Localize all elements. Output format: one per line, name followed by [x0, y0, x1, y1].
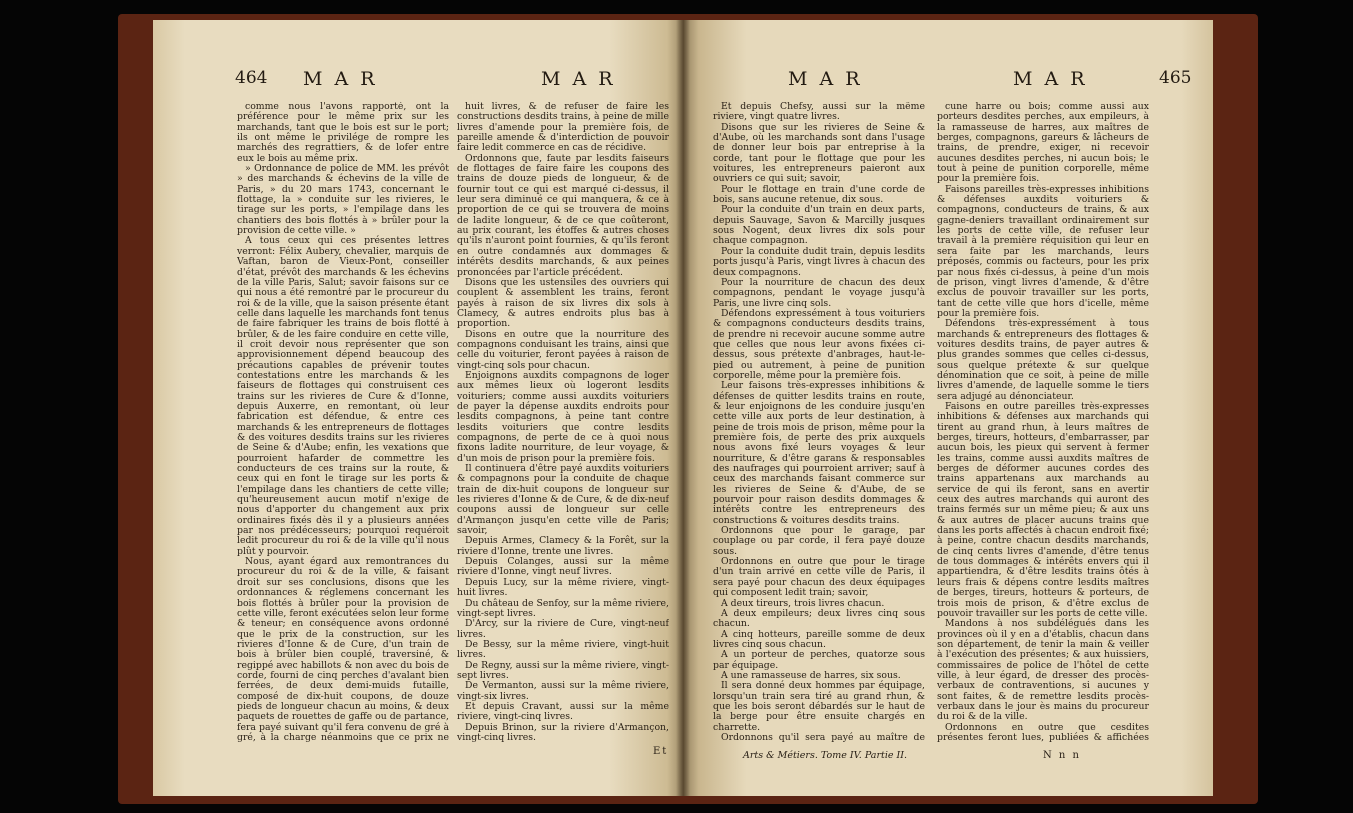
paragraph: cune harre ou bois; comme aussi aux porteurs desdites perches, aux empileurs, à la ramasseuse de harres, aux maîtres de berges, compagnons, gareurs & lâcheurs de trains, de prendre, exiger, ni recevoir aucunes desdites perches, ni aucun bois; le tout à peine de punition corporelle, même pour la première fois.: [937, 102, 1149, 185]
paragraph: Faisons en outre pareilles très-expresses inhibitions & défenses aux marchands qui tirent au grand rhun, à leurs maîtres de berges, tireurs, hotteurs, d'embarrasser, par aucun bois, les pieux qui servent à fermer les trains, comme aussi auxdits maîtres de berges de déformer aucunes cordes des trains appartenans aux marchands au service de qui ils feront, sans en avertir ceux des autres marchands qui auront des trains fermés sur un même pieu; & aux uns & aux autres de placer aucuns trains que dans les ports affectés à chacun endroit fixé; à peine, contre chacun desdits marchands, de cinq cents livres d'amende, d'être tenus de tous dommages & intérêts envers qui il appartiendra, & d'être lesdits trains ôtés à leurs frais & dépens contre lesdits maîtres de berges, tireurs, hotteurs & porteurs, de trois mois de prison, & d'être exclus de pouvoir travailler sur les ports de cette ville.: [937, 400, 1149, 619]
left-column-1: [237, 102, 449, 742]
paragraph: A une ramasseuse de harres, six sous.: [721, 669, 901, 681]
paragraph: Il continuera d'être payé auxdits voituriers & compagnons pour la conduite de chaque train de dix-huit coupons de longueur sur les rivieres d'Ionne & de Cure, & de dix-neuf coupons aussi de longueur sur celle d'Armançon jusqu'en cette ville de Paris; savoir,: [457, 463, 669, 537]
paragraph: A tous ceux qui ces présentes lettres verront: Félix Aubery, chevalier, marquis de Vaftan, baron de Vieux-Pont, conseiller d'état, prévôt des marchands & les échevins de la ville Paris, Salut; savoir faisons sur ce qui nous a été remontré par le procureur du roi & de la ville, que la saison présente étant celle dans laquelle les marchands font tenus de faire fabriquer les trains de bois flotté à brûler, & de les faire conduire en cette ville, il croit devoir nous représenter que son approvisionnement dépend beaucoup des précautions capables de prévenir toutes contestations entre les marchands & les faiseurs de flottages qui construisent ces trains sur les rivieres de Cure & d'Ionne, depuis Auxerre, en remontant, où leur fabrication est défendue, & entre ces marchands & les entrepreneurs de flottages & des voitures desdits trains sur les rivieres de Seine & d'Aube; enfin, les vexations que pourroient hafarder de commettre les conducteurs de ces trains sur la route, & ceux qui en font le tirage sur les ports & l'empilage dans les chantiers de cette ville; qu'heureusement aucun motif n'exige de nous d'apporter du changement aux prix ordinaires fixés dès il y a plusieurs années par nos prédécesseurs; pourquoi requéroit ledit procureur du roi & de la ville qu'il nous plût y pourvoir.: [237, 235, 449, 557]
paragraph: Ordonnons en outre que cesdites présentes feront lues, publiées & affichées: [937, 721, 1149, 742]
left-page: [153, 20, 683, 796]
paragraph: Il sera donné deux hommes par équipage, lorsqu'un train sera tiré au grand rhun, & que les bois seront débardés sur le haut de la berge pour être ensuite chargés en charrette.: [713, 680, 925, 733]
paragraph: Défendons expressément à tous voituriers & compagnons conducteurs desdits trains, de prendre ni recevoir aucune somme autre que celles que nous leur avons fixées ci-dessus, sous prétexte d'anbrages, haut-le-pied ou autrement, à peine de punition corporelle, même pour la première fois.: [713, 307, 925, 381]
paragraph: Disons que les ustensiles des ouvriers qui couplent & assemblent les trains, feront payés à raison de six livres dix sols à Clamecy, & autres endroits plus bas à proportion.: [457, 276, 669, 330]
left-column-2: [457, 102, 669, 742]
paragraph: Ordonnons que pour le garage, par couplage ou par corde, il fera payé douze sous.: [713, 525, 925, 557]
paragraph: huit livres, & de refuser de faire les constructions desdits trains, à peine de mille livres d'amende pour la première fois, de pareille amende & d'interdiction de pouvoir faire ledit commerce en cas de récidive.: [457, 102, 669, 154]
paragraph: De Regny, aussi sur la même riviere, vingt-sept livres.: [457, 659, 669, 681]
paragraph: A un porteur de perches, quatorze sous par équipage.: [713, 649, 925, 671]
right-column-1: [713, 102, 925, 742]
paragraph: Et depuis Chefsy, aussi sur la même riviere, vingt quatre livres.: [713, 102, 925, 123]
paragraph: Faisons pareilles très-expresses inhibitions & défenses auxdits voituriers & compagnons, conducteurs de trains, & aux gagne-deniers travaillant ordinairement sur les ports de cette ville, de refuser leur travail à la première réquisition qui leur en sera faite par les marchands, leurs préposés, commis ou facteurs, pour les prix par nous fixés ci-dessus, à peine d'un mois de prison, vingt livres d'amende, & d'être exclus de pouvoir travailler sur les ports, tant de cette ville que hors d'icelle, même pour la première fois.: [937, 183, 1149, 319]
right-page: [683, 20, 1213, 796]
right-page-number: 465: [1159, 68, 1192, 88]
paragraph: A deux empileurs; deux livres cinq sous chacun.: [713, 607, 925, 630]
paragraph: Enjoignons auxdits compagnons de loger aux mêmes lieux où logeront lesdits voituriers; comme aussi auxdits voituriers de payer la dépense auxdits endroits pour lesdits compagnons, à peine tant contre lesdits voituriers que contre lesdits compagnons, de perte de ce à quoi nous fixons ladite nourriture, de leur voyage, & d'un mois de prison pour la première fois.: [457, 369, 669, 464]
paragraph: Ordonnons en outre que pour le tirage d'un train arrivé en cette ville de Paris, il sera payé pour chacun des deux équipages qui composent ledit train; savoir,: [713, 556, 925, 599]
paragraph: Depuis Armes, Clamecy & la Forêt, sur la riviere d'Ionne, trente une livres.: [457, 535, 669, 557]
paragraph: Leur faisons très-expresses inhibitions & défenses de quitter lesdits trains en route, & leur enjoignons de les conduire jusqu'en cette ville aux ports de leur destination, à peine de trois mois de prison, même pour la première fois, de perte des prix auxquels nous avons fixé leurs voyages & leur nourriture, & d'être garans & responsables des naufrages qui pourroient arriver; sauf à ceux des marchands faisant commerce sur les rivieres de Seine & d'Aube, de se pourvoir pour raison desdits dommages & intérêts contre les entrepreneurs des constructions & voitures desdits trains.: [713, 380, 925, 526]
paragraph: Depuis Brinon, sur la riviere d'Armançon, vingt-cinq livres.: [457, 721, 669, 742]
left-running-head-2: M A R: [541, 68, 616, 90]
paragraph: Ordonnons qu'il sera payé au maître de: [721, 731, 925, 742]
left-running-head-1: M A R: [303, 68, 378, 90]
paragraph: Pour la conduite d'un train en deux parts, depuis Sauvage, Savon & Marcilly jusques sous Nogent, deux livres dix sols pour chaque compagnon.: [713, 204, 925, 247]
paragraph: comme nous l'avons rapporté, ont la préférence pour le même prix sur les marchands, tant que le bois est sur le port; ils ont même le privilége de rompre les marchés des regrattiers, & de lofer entre eux le bois au même prix.: [237, 102, 449, 164]
paragraph: Pour la conduite dudit train, depuis lesdits ports jusqu'à Paris, vingt livres à chacun des deux compagnons.: [713, 245, 925, 278]
left-page-number: 464: [235, 68, 268, 88]
right-footer: Arts & Métiers. Tome IV. Partie II.: [743, 750, 908, 761]
right-signature: N n n: [1043, 750, 1081, 761]
right-running-head-2: M A R: [1013, 68, 1088, 90]
paragraph: Disons que sur les rivieres de Seine & d'Aube, où les marchands sont dans l'usage de donner leur bois par entreprise à la corde, tant pour le flottage que pour les voitures, les entrepreneurs paieront aux ouvriers ce qui suit; savoir,: [713, 121, 925, 185]
paragraph: De Vermanton, aussi sur la même riviere, vingt-six livres.: [457, 680, 669, 702]
paragraph: Depuis Lucy, sur la même riviere, vingt-huit livres.: [457, 576, 669, 599]
paragraph: Depuis Colanges, aussi sur la même riviere d'Ionne, vingt neuf livres.: [457, 556, 669, 578]
paragraph: De Bessy, sur la même riviere, vingt-huit livres.: [457, 638, 669, 661]
paragraph: D'Arcy, sur la riviere de Cure, vingt-neuf livres.: [457, 618, 669, 640]
paragraph: Pour le flottage en train d'une corde de bois, sans aucune retenue, dix sous.: [713, 183, 925, 206]
paragraph: » Ordonnance de police de MM. les prévôt » des marchands & échevins de la ville de Paris, » du 20 mars 1743, concernant le flottage, la » conduite sur les rivieres, le tirage sur les ports, » l'empilage dans les chantiers des bois flottés à » brûler pour la provision de cette ville. »: [237, 163, 449, 237]
paragraph: A deux tireurs, trois livres chacun.: [721, 597, 885, 609]
paragraph: Mandons à nos subdélégués dans les provinces où il y en a d'établis, chacun dans son département, de tenir la main & veiller à l'exécution des présentes; & aux huissiers, commissaires de police de l'hôtel de cette ville, à leur égard, de dresser des procès-verbaux de contraventions, si aucunes y sont faites, & de remettre lesdits procès-verbaux dans le jour ès mains du procureur du roi & de la ville.: [937, 618, 1149, 723]
paragraph: A cinq hotteurs, pareille somme de deux livres cinq sous chacun.: [713, 628, 925, 650]
paragraph: Du château de Senfoy, sur la même riviere, vingt-sept livres.: [457, 597, 669, 619]
book-gutter: [676, 20, 690, 796]
right-running-head-1: M A R: [788, 68, 863, 90]
paragraph: Ordonnons que, faute par lesdits faiseurs de flottages de faire faire les coupons des trains de douze pieds de longueur, & de fournir tout ce qui est marqué ci-dessus, il leur sera diminué ce qui manquera, & ce à proportion de ce qui se trouvera de moins de ladite longueur, & de ce que coûteront, au prix courant, les étoffes & autres choses qu'ils n'auront point fournies, & qu'ils feront en outre condamnés aux dommages & intérêts desdits marchands, & aux peines prononcées par l'article précédent.: [457, 152, 669, 278]
left-catchword: Et: [653, 746, 669, 757]
right-column-2: [937, 102, 1149, 742]
paragraph: Pour la nourriture de chacun des deux compagnons, pendant le voyage jusqu'à Paris, une livre cinq sols.: [713, 276, 925, 309]
paragraph: Nous, ayant égard aux remontrances du procureur du roi & de la ville, & faisant droit sur ses conclusions, disons que les ordonnances & réglemens concernant les bois flottés à brûler pour la provision de cette ville, feront exécutées selon leur forme & teneur; en conséquence avons ordonné que le prix de la construction, sur les rivieres d'Ionne & de Cure, d'un train de bois à brûler bien couplé, traversiné, & regippé avec habillots & non avec du bois de corde, fourni de cinq perches d'avalant bien ferrées, de deux demi-muids futaille, composé de dix-huit coupons, de douze pieds de longueur chacun au moins, & deux paquets de rouettes de gaffe ou de partance, fera payé suivant qu'il fera convenu de gré à gré, à la charge néanmoins que ce prix ne: [237, 556, 449, 742]
paragraph: Défendons très-expressément à tous marchands & entrepreneurs des flottages & voitures desdits trains, de payer autres & plus grandes sommes que celles ci-dessus, sous quelque prétexte & sur quelque dénomination que ce soit, à peine de mille livres d'amende, de laquelle somme le tiers sera adjugé au dénonciateur.: [937, 318, 1149, 402]
paragraph: Et depuis Cravant, aussi sur la même riviere, vingt-cinq livres.: [457, 700, 669, 723]
paragraph: Disons en outre que la nourriture des compagnons conduisant les trains, ainsi que celle du voiturier, feront payées à raison de vingt-cinq sols pour chacun.: [457, 328, 669, 371]
